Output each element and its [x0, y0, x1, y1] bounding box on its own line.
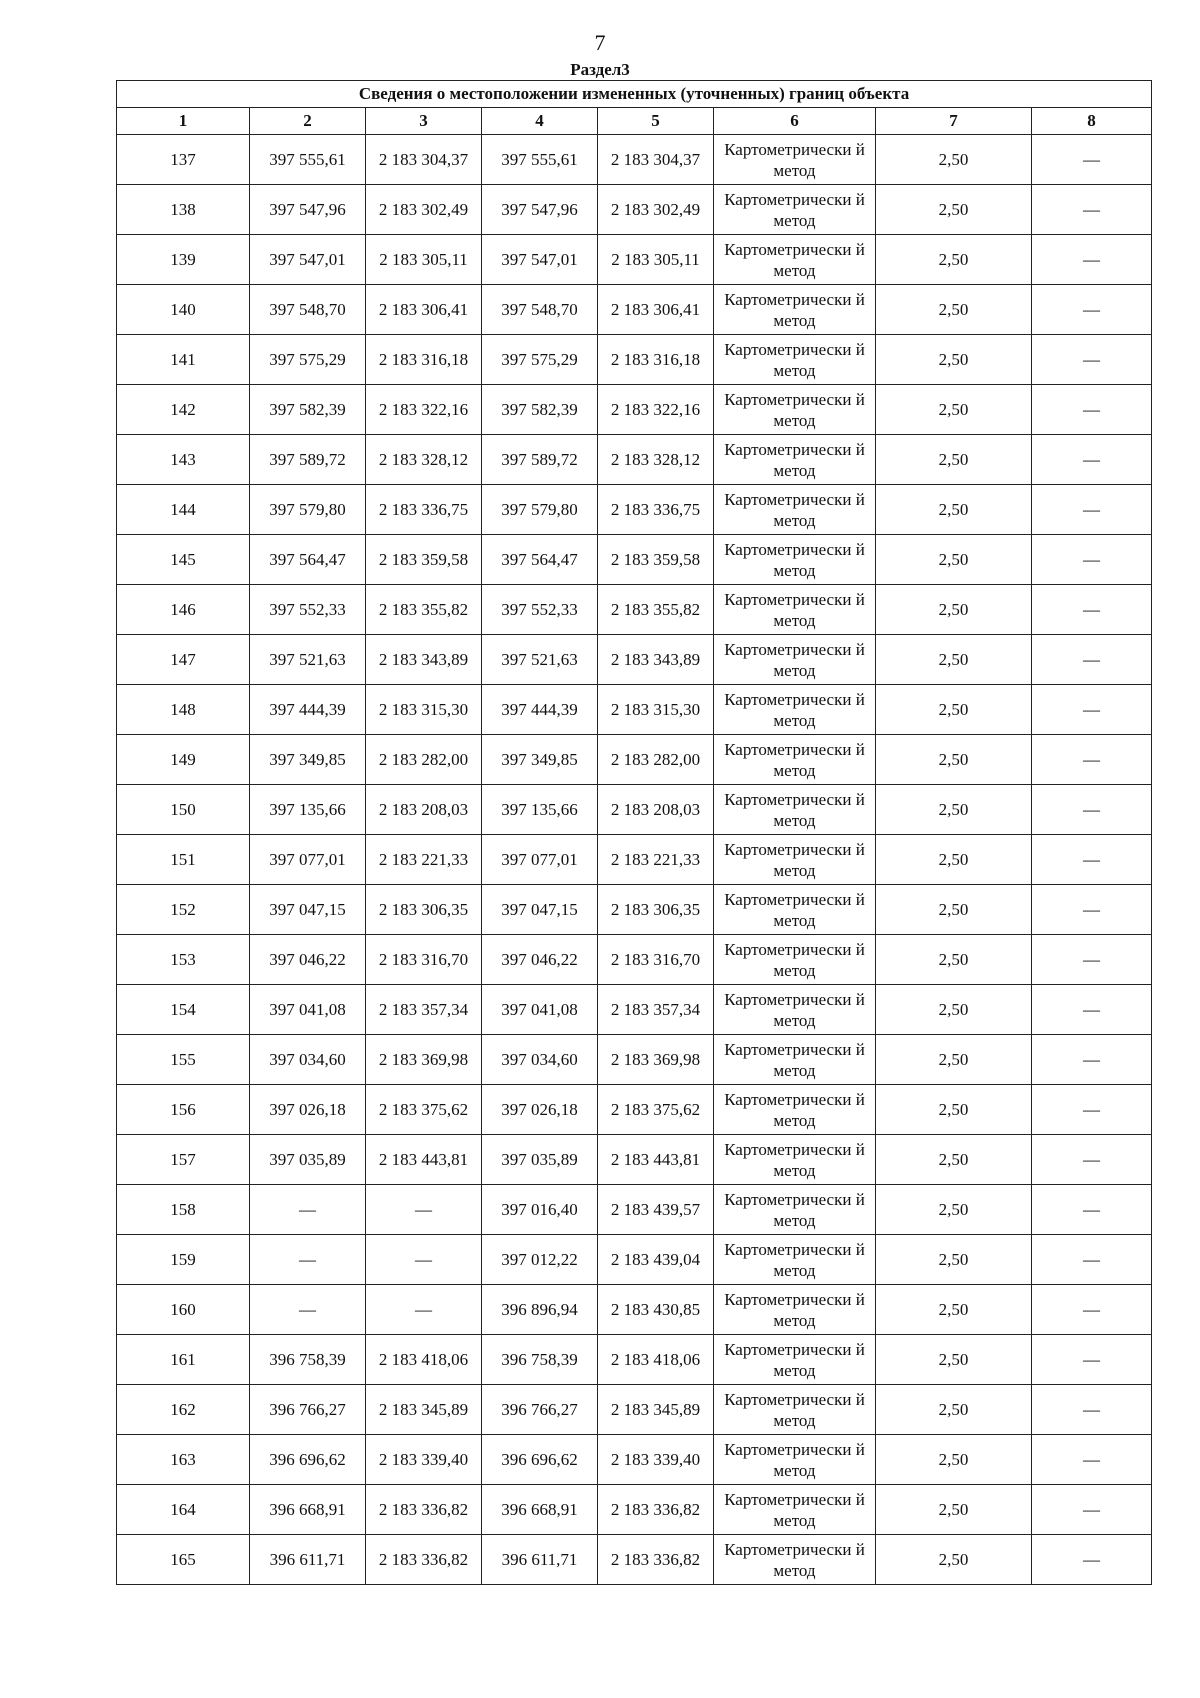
description-cell: — [1032, 485, 1152, 535]
description-cell: — [1032, 785, 1152, 835]
column-number-8: 8 [1032, 108, 1152, 135]
x-old-cell: 397 547,96 [250, 185, 366, 235]
y-new-cell: 2 183 359,58 [598, 535, 714, 585]
column-number-1: 1 [117, 108, 250, 135]
table-row [117, 1535, 1152, 1585]
method-cell: Картометрически й метод [714, 1385, 876, 1435]
y-old-cell: — [366, 1185, 482, 1235]
column-number-4: 4 [482, 108, 598, 135]
column-number-7: 7 [876, 108, 1032, 135]
method-cell: Картометрически й метод [714, 535, 876, 585]
table-row [117, 585, 1152, 635]
description-cell: — [1032, 285, 1152, 335]
method-cell: Картометрически й метод [714, 1285, 876, 1335]
column-number-5: 5 [598, 108, 714, 135]
y-old-cell: — [366, 1285, 482, 1335]
x-new-cell: 397 046,22 [482, 935, 598, 985]
method-cell: Картометрически й метод [714, 1035, 876, 1085]
x-new-cell: 396 668,91 [482, 1485, 598, 1535]
method-cell: Картометрически й метод [714, 135, 876, 185]
y-new-cell: 2 183 345,89 [598, 1385, 714, 1435]
table-row [117, 935, 1152, 985]
table-row [117, 1235, 1152, 1285]
point-number-cell: 137 [117, 135, 250, 185]
table-row [117, 1035, 1152, 1085]
x-old-cell: 397 582,39 [250, 385, 366, 435]
method-cell: Картометрически й метод [714, 485, 876, 535]
y-old-cell: 2 183 328,12 [366, 435, 482, 485]
x-old-cell: 397 035,89 [250, 1135, 366, 1185]
y-old-cell: 2 183 375,62 [366, 1085, 482, 1135]
method-cell: Картометрически й метод [714, 285, 876, 335]
point-number-cell: 162 [117, 1385, 250, 1435]
table-row [117, 1085, 1152, 1135]
point-number-cell: 155 [117, 1035, 250, 1085]
table-row [117, 885, 1152, 935]
point-number-cell: 147 [117, 635, 250, 685]
description-cell: — [1032, 1385, 1152, 1435]
x-new-cell: 397 521,63 [482, 635, 598, 685]
point-number-cell: 154 [117, 985, 250, 1035]
method-cell: Картометрически й метод [714, 585, 876, 635]
accuracy-cell: 2,50 [876, 1335, 1032, 1385]
x-new-cell: 397 035,89 [482, 1135, 598, 1185]
point-number-cell: 143 [117, 435, 250, 485]
x-old-cell: 397 555,61 [250, 135, 366, 185]
y-new-cell: 2 183 322,16 [598, 385, 714, 435]
y-new-cell: 2 183 355,82 [598, 585, 714, 635]
x-old-cell: 397 575,29 [250, 335, 366, 385]
description-cell: — [1032, 1285, 1152, 1335]
y-new-cell: 2 183 282,00 [598, 735, 714, 785]
y-new-cell: 2 183 439,57 [598, 1185, 714, 1235]
accuracy-cell: 2,50 [876, 785, 1032, 835]
y-new-cell: 2 183 357,34 [598, 985, 714, 1035]
x-old-cell: 397 521,63 [250, 635, 366, 685]
description-cell: — [1032, 835, 1152, 885]
y-old-cell: 2 183 302,49 [366, 185, 482, 235]
point-number-cell: 151 [117, 835, 250, 885]
x-old-cell: 396 668,91 [250, 1485, 366, 1535]
point-number-cell: 141 [117, 335, 250, 385]
y-old-cell: 2 183 369,98 [366, 1035, 482, 1085]
accuracy-cell: 2,50 [876, 1085, 1032, 1135]
x-new-cell: 397 012,22 [482, 1235, 598, 1285]
point-number-cell: 158 [117, 1185, 250, 1235]
y-old-cell: 2 183 336,75 [366, 485, 482, 535]
description-cell: — [1032, 1235, 1152, 1285]
point-number-cell: 164 [117, 1485, 250, 1535]
table-row [117, 635, 1152, 685]
table-row [117, 535, 1152, 585]
table-row [117, 485, 1152, 535]
description-cell: — [1032, 435, 1152, 485]
x-new-cell: 396 758,39 [482, 1335, 598, 1385]
table-row [117, 335, 1152, 385]
accuracy-cell: 2,50 [876, 1535, 1032, 1585]
description-cell: — [1032, 335, 1152, 385]
description-cell: — [1032, 1485, 1152, 1535]
accuracy-cell: 2,50 [876, 585, 1032, 635]
y-old-cell: 2 183 359,58 [366, 535, 482, 585]
method-cell: Картометрически й метод [714, 1535, 876, 1585]
y-old-cell: 2 183 305,11 [366, 235, 482, 285]
method-cell: Картометрически й метод [714, 735, 876, 785]
table-row [117, 685, 1152, 735]
y-new-cell: 2 183 302,49 [598, 185, 714, 235]
method-cell: Картометрически й метод [714, 1335, 876, 1385]
accuracy-cell: 2,50 [876, 685, 1032, 735]
y-old-cell: 2 183 443,81 [366, 1135, 482, 1185]
table-row [117, 435, 1152, 485]
page-number: 7 [594, 30, 606, 55]
y-old-cell: 2 183 322,16 [366, 385, 482, 435]
method-cell: Картометрически й метод [714, 1185, 876, 1235]
method-cell: Картометрически й метод [714, 1435, 876, 1485]
point-number-cell: 160 [117, 1285, 250, 1335]
x-old-cell: 396 611,71 [250, 1535, 366, 1585]
y-new-cell: 2 183 316,18 [598, 335, 714, 385]
accuracy-cell: 2,50 [876, 485, 1032, 535]
accuracy-cell: 2,50 [876, 335, 1032, 385]
description-cell: — [1032, 135, 1152, 185]
x-old-cell: 397 026,18 [250, 1085, 366, 1135]
y-old-cell: 2 183 336,82 [366, 1485, 482, 1535]
method-cell: Картометрически й метод [714, 985, 876, 1035]
description-cell: — [1032, 635, 1152, 685]
y-new-cell: 2 183 316,70 [598, 935, 714, 985]
description-cell: — [1032, 235, 1152, 285]
x-new-cell: 396 696,62 [482, 1435, 598, 1485]
x-new-cell: 396 766,27 [482, 1385, 598, 1435]
method-cell: Картометрически й метод [714, 1235, 876, 1285]
table-caption: Сведения о местоположении измененных (уточненных) границ объекта [117, 81, 1152, 108]
x-old-cell: 397 548,70 [250, 285, 366, 335]
y-old-cell: 2 183 339,40 [366, 1435, 482, 1485]
table-body [117, 135, 1152, 1585]
method-cell: Картометрически й метод [714, 885, 876, 935]
x-old-cell: 397 589,72 [250, 435, 366, 485]
x-old-cell: 397 579,80 [250, 485, 366, 535]
method-cell: Картометрически й метод [714, 685, 876, 735]
accuracy-cell: 2,50 [876, 1385, 1032, 1435]
point-number-cell: 153 [117, 935, 250, 985]
y-new-cell: 2 183 221,33 [598, 835, 714, 885]
y-old-cell: 2 183 282,00 [366, 735, 482, 785]
table-row [117, 135, 1152, 185]
x-old-cell: 397 135,66 [250, 785, 366, 835]
x-new-cell: 397 349,85 [482, 735, 598, 785]
x-new-cell: 397 047,15 [482, 885, 598, 935]
x-old-cell: — [250, 1285, 366, 1335]
point-number-cell: 163 [117, 1435, 250, 1485]
x-new-cell: 397 582,39 [482, 385, 598, 435]
point-number-cell: 165 [117, 1535, 250, 1585]
x-old-cell: — [250, 1235, 366, 1285]
x-new-cell: 397 589,72 [482, 435, 598, 485]
method-cell: Картометрически й метод [714, 1085, 876, 1135]
x-new-cell: 397 579,80 [482, 485, 598, 535]
point-number-cell: 140 [117, 285, 250, 335]
point-number-cell: 144 [117, 485, 250, 535]
point-number-cell: 157 [117, 1135, 250, 1185]
y-old-cell: 2 183 418,06 [366, 1335, 482, 1385]
y-old-cell: 2 183 306,41 [366, 285, 482, 335]
x-old-cell: 397 564,47 [250, 535, 366, 585]
x-old-cell: 397 547,01 [250, 235, 366, 285]
y-new-cell: 2 183 305,11 [598, 235, 714, 285]
description-cell: — [1032, 1535, 1152, 1585]
table-row [117, 285, 1152, 335]
y-new-cell: 2 183 315,30 [598, 685, 714, 735]
y-new-cell: 2 183 304,37 [598, 135, 714, 185]
x-new-cell: 397 077,01 [482, 835, 598, 885]
y-new-cell: 2 183 443,81 [598, 1135, 714, 1185]
y-new-cell: 2 183 306,41 [598, 285, 714, 335]
x-old-cell: 397 041,08 [250, 985, 366, 1035]
accuracy-cell: 2,50 [876, 885, 1032, 935]
x-new-cell: 397 041,08 [482, 985, 598, 1035]
y-new-cell: 2 183 208,03 [598, 785, 714, 835]
column-number-2: 2 [250, 108, 366, 135]
x-old-cell: 397 444,39 [250, 685, 366, 735]
y-new-cell: 2 183 339,40 [598, 1435, 714, 1485]
point-number-cell: 148 [117, 685, 250, 735]
x-new-cell: 397 026,18 [482, 1085, 598, 1135]
description-cell: — [1032, 185, 1152, 235]
x-new-cell: 397 552,33 [482, 585, 598, 635]
x-new-cell: 397 547,96 [482, 185, 598, 235]
column-number-3: 3 [366, 108, 482, 135]
y-new-cell: 2 183 306,35 [598, 885, 714, 935]
y-old-cell: 2 183 336,82 [366, 1535, 482, 1585]
method-cell: Картометрически й метод [714, 1135, 876, 1185]
table-row [117, 1385, 1152, 1435]
description-cell: — [1032, 385, 1152, 435]
y-new-cell: 2 183 375,62 [598, 1085, 714, 1135]
method-cell: Картометрически й метод [714, 235, 876, 285]
accuracy-cell: 2,50 [876, 735, 1032, 785]
description-cell: — [1032, 585, 1152, 635]
x-new-cell: 397 444,39 [482, 685, 598, 735]
x-old-cell: 397 349,85 [250, 735, 366, 785]
description-cell: — [1032, 1085, 1152, 1135]
description-cell: — [1032, 535, 1152, 585]
column-number-6: 6 [714, 108, 876, 135]
x-new-cell: 397 548,70 [482, 285, 598, 335]
y-old-cell: — [366, 1235, 482, 1285]
point-number-cell: 150 [117, 785, 250, 835]
y-old-cell: 2 183 315,30 [366, 685, 482, 735]
y-new-cell: 2 183 439,04 [598, 1235, 714, 1285]
table-row [117, 235, 1152, 285]
table-row [117, 1285, 1152, 1335]
table-row [117, 985, 1152, 1035]
accuracy-cell: 2,50 [876, 935, 1032, 985]
description-cell: — [1032, 1335, 1152, 1385]
description-cell: — [1032, 1035, 1152, 1085]
y-old-cell: 2 183 343,89 [366, 635, 482, 685]
y-old-cell: 2 183 304,37 [366, 135, 482, 185]
description-cell: — [1032, 985, 1152, 1035]
table-row [117, 835, 1152, 885]
method-cell: Картометрически й метод [714, 435, 876, 485]
accuracy-cell: 2,50 [876, 435, 1032, 485]
x-new-cell: 396 896,94 [482, 1285, 598, 1335]
x-old-cell: 396 766,27 [250, 1385, 366, 1435]
method-cell: Картометрически й метод [714, 785, 876, 835]
table-row [117, 1435, 1152, 1485]
accuracy-cell: 2,50 [876, 1285, 1032, 1335]
method-cell: Картометрически й метод [714, 835, 876, 885]
y-new-cell: 2 183 328,12 [598, 435, 714, 485]
y-old-cell: 2 183 316,18 [366, 335, 482, 385]
accuracy-cell: 2,50 [876, 385, 1032, 435]
accuracy-cell: 2,50 [876, 1435, 1032, 1485]
y-new-cell: 2 183 430,85 [598, 1285, 714, 1335]
method-cell: Картометрически й метод [714, 185, 876, 235]
table-row [117, 1135, 1152, 1185]
table-row [117, 785, 1152, 835]
method-cell: Картометрически й метод [714, 635, 876, 685]
x-old-cell: 397 034,60 [250, 1035, 366, 1085]
y-old-cell: 2 183 306,35 [366, 885, 482, 935]
method-cell: Картометрически й метод [714, 935, 876, 985]
column-number-row [117, 108, 1152, 135]
accuracy-cell: 2,50 [876, 285, 1032, 335]
description-cell: — [1032, 1135, 1152, 1185]
x-old-cell: 397 552,33 [250, 585, 366, 635]
x-new-cell: 397 564,47 [482, 535, 598, 585]
method-cell: Картометрически й метод [714, 1485, 876, 1535]
accuracy-cell: 2,50 [876, 235, 1032, 285]
table-row [117, 185, 1152, 235]
point-number-cell: 145 [117, 535, 250, 585]
y-old-cell: 2 183 316,70 [366, 935, 482, 985]
x-new-cell: 396 611,71 [482, 1535, 598, 1585]
y-old-cell: 2 183 221,33 [366, 835, 482, 885]
accuracy-cell: 2,50 [876, 985, 1032, 1035]
y-new-cell: 2 183 343,89 [598, 635, 714, 685]
description-cell: — [1032, 685, 1152, 735]
y-new-cell: 2 183 336,82 [598, 1535, 714, 1585]
x-old-cell: 396 696,62 [250, 1435, 366, 1485]
table-row [117, 735, 1152, 785]
point-number-cell: 139 [117, 235, 250, 285]
description-cell: — [1032, 1435, 1152, 1485]
accuracy-cell: 2,50 [876, 1035, 1032, 1085]
point-number-cell: 149 [117, 735, 250, 785]
point-number-cell: 159 [117, 1235, 250, 1285]
accuracy-cell: 2,50 [876, 635, 1032, 685]
section-title: Раздел3 [570, 60, 630, 79]
y-old-cell: 2 183 357,34 [366, 985, 482, 1035]
x-old-cell: — [250, 1185, 366, 1235]
boundary-table [116, 80, 1152, 1585]
accuracy-cell: 2,50 [876, 185, 1032, 235]
y-new-cell: 2 183 418,06 [598, 1335, 714, 1385]
accuracy-cell: 2,50 [876, 835, 1032, 885]
x-new-cell: 397 135,66 [482, 785, 598, 835]
x-new-cell: 397 034,60 [482, 1035, 598, 1085]
point-number-cell: 142 [117, 385, 250, 435]
y-old-cell: 2 183 355,82 [366, 585, 482, 635]
x-old-cell: 397 047,15 [250, 885, 366, 935]
table-row [117, 1335, 1152, 1385]
point-number-cell: 152 [117, 885, 250, 935]
table-row [117, 1185, 1152, 1235]
table-row [117, 1485, 1152, 1535]
x-old-cell: 396 758,39 [250, 1335, 366, 1385]
point-number-cell: 138 [117, 185, 250, 235]
accuracy-cell: 2,50 [876, 1485, 1032, 1535]
description-cell: — [1032, 935, 1152, 985]
x-old-cell: 397 077,01 [250, 835, 366, 885]
table-row [117, 385, 1152, 435]
accuracy-cell: 2,50 [876, 135, 1032, 185]
y-new-cell: 2 183 336,82 [598, 1485, 714, 1535]
point-number-cell: 146 [117, 585, 250, 635]
method-cell: Картометрически й метод [714, 335, 876, 385]
point-number-cell: 161 [117, 1335, 250, 1385]
y-old-cell: 2 183 208,03 [366, 785, 482, 835]
x-old-cell: 397 046,22 [250, 935, 366, 985]
description-cell: — [1032, 735, 1152, 785]
y-old-cell: 2 183 345,89 [366, 1385, 482, 1435]
point-number-cell: 156 [117, 1085, 250, 1135]
accuracy-cell: 2,50 [876, 1135, 1032, 1185]
method-cell: Картометрически й метод [714, 385, 876, 435]
x-new-cell: 397 016,40 [482, 1185, 598, 1235]
accuracy-cell: 2,50 [876, 1185, 1032, 1235]
description-cell: — [1032, 885, 1152, 935]
accuracy-cell: 2,50 [876, 535, 1032, 585]
x-new-cell: 397 575,29 [482, 335, 598, 385]
y-new-cell: 2 183 369,98 [598, 1035, 714, 1085]
y-new-cell: 2 183 336,75 [598, 485, 714, 535]
accuracy-cell: 2,50 [876, 1235, 1032, 1285]
x-new-cell: 397 555,61 [482, 135, 598, 185]
x-new-cell: 397 547,01 [482, 235, 598, 285]
description-cell: — [1032, 1185, 1152, 1235]
